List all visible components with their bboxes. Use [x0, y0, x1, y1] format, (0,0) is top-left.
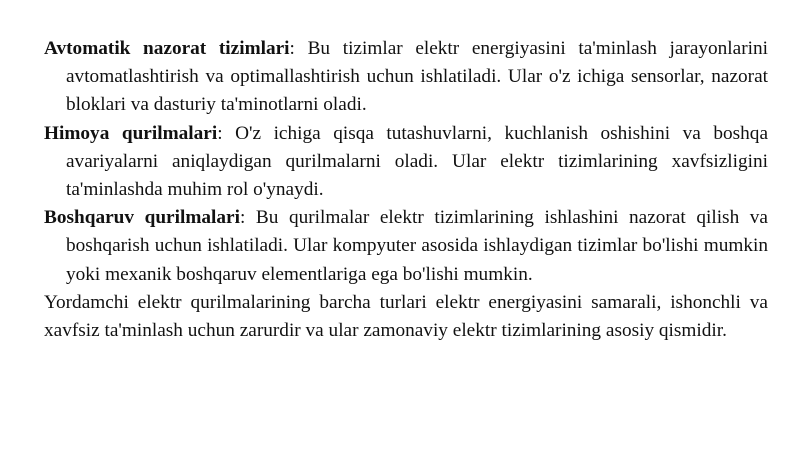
list-item-protection-devices	[44, 120, 768, 205]
item-separator: :	[289, 38, 308, 59]
summary-paragraph: Yordamchi elektr qurilmalarining barcha turlari elektr energiyasini samarali, ishonchli va xavfsiz ta'minlash uchun zarurdir va ular zamonaviy elektr tizimlarining asosiy qismidir.	[44, 291, 768, 342]
list-item-automatic-control	[44, 35, 768, 120]
item-term: Himoya qurilmalari	[44, 122, 218, 144]
list-item-control-devices	[44, 204, 768, 289]
item-description: O'z ichiga qisqa tutashuvlarni, kuchlanish oshishini va boshqa avariyalarni aniqlaydigan qurilmalarni oladi. Ular elektr tizimlarining xavfsizligini ta'minlashda muhim rol o'ynaydi.	[66, 122, 769, 201]
item-separator: :	[239, 207, 256, 229]
item-description: Bu tizimlar elektr energiyasini ta'minlash jarayonlarini avtomatlashtirish va optimallashtirish uchun ishlatiladi. Ular o'z ichiga sensorlar, nazorat bloklari va dasturiy ta'minotlarni oladi.	[66, 38, 768, 116]
text-body	[44, 35, 768, 345]
item-separator: :	[217, 122, 236, 144]
item-term: Boshqaruv qurilmalari	[44, 207, 240, 229]
item-term: Avtomatik nazorat tizimlari	[44, 38, 290, 59]
item-description: Bu qurilmalar elektr tizimlarining ishlashini nazorat qilish va boshqarish uchun ishlatiladi. Ular kompyuter asosida ishlaydigan tizimlar bo'lishi mumkin yoki mexanik boshqaruv elementlariga ega bo'lishi mumkin.	[66, 207, 768, 285]
